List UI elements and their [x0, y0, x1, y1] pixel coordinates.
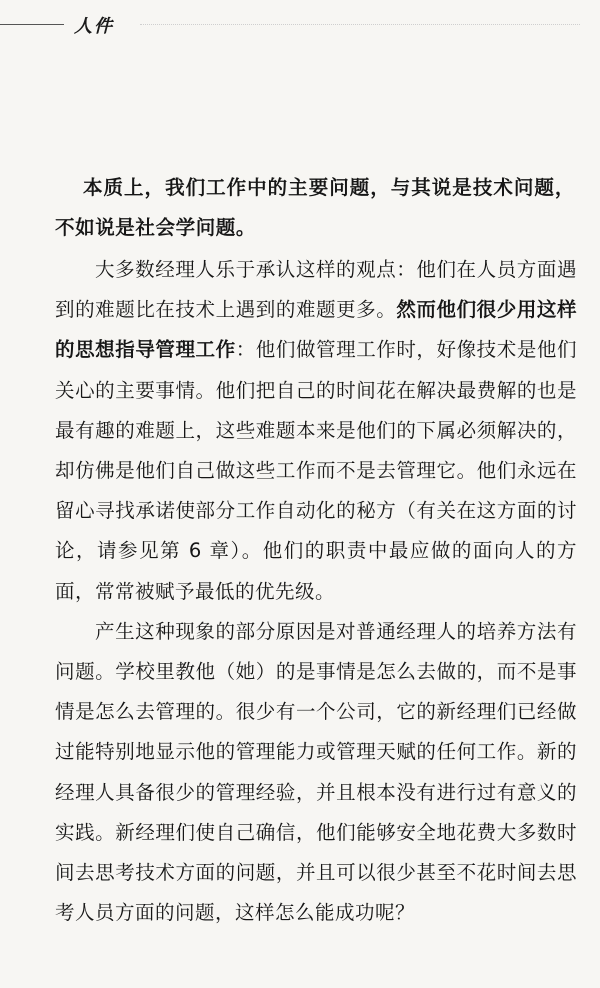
- header-rule: [0, 24, 64, 25]
- paragraph-1-segment-1: 大多数经理人乐于承认这样的观点：他们在人员方面遇到的难题比在技术上遇到的难题更多。: [55, 258, 577, 322]
- callout-quote: 本质上，我们工作中的主要问题，与其说是技术问题，不如说是社会学问题。: [55, 175, 575, 239]
- header-faint-rule: [140, 24, 580, 25]
- running-head: 人件: [74, 16, 114, 37]
- paragraph-1-emphasis: 然而他们很少用这样的思想指导管理工作: [55, 298, 577, 362]
- paragraph-1: [55, 250, 577, 612]
- paragraph-2-segment-1: 产生这种现象的部分原因是对普通经理人的培养方法有问题。学校里教他（她）的是事情是怎么去做的，而不是事情是怎么去管理的。很少有一个公司，它的新经理们已经做过能特别地显示他的管理能力或管理天赋的任何工作。新的经理人具备很少的管理经验，并且根本没有进行过有意义的实践。新经理们使自己确信，他们能够安全地花费大多数时间去思考技术方面的问题，并且可以很少甚至不花时间去思考人员方面的问题，这样怎么能成功呢？: [55, 619, 577, 925]
- paragraph-2: [55, 612, 577, 934]
- body-text: [55, 250, 577, 933]
- page-header: [0, 10, 600, 40]
- paragraph-1-segment-3: ：他们做管理工作时，好像技术是他们关心的主要事情。他们把自己的时间花在解决最费解的也是最有趣的难题上，这些难题本来是他们的下属必须解决的，却仿佛是他们自己做这些工作而不是去管理它。他们永远在留心寻找承诺使部分工作自动化的秘方（有关在这方面的讨论，请参见第 6 章）。他们的职责中最应做的面向人的方面，常常被赋予最低的优先级。: [55, 338, 577, 603]
